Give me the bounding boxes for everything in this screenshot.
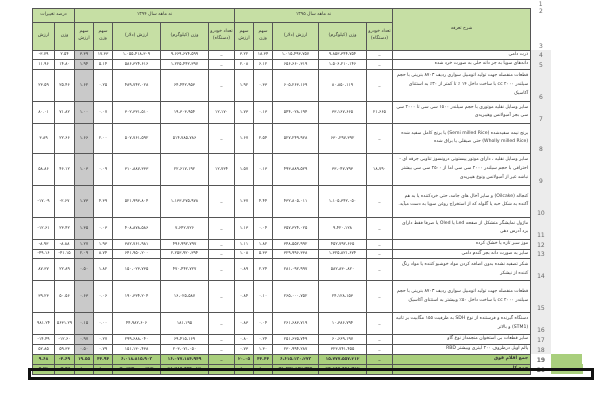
table-row [33,123,583,153]
value-usd-1394-cell[interactable]: ۲۹۹،۶۸۸،۰۴۰ [113,335,161,345]
value-usd-1395-cell[interactable]: ۶۰۵،۲۶۳،۱۶۹ [273,69,319,101]
share-value-1394-cell[interactable]: ۲.۰۹ [75,249,94,259]
share-value-1395-cell[interactable]: ۰.۷۳ [235,345,254,355]
share-weight-1394-cell[interactable]: ۰.۲۷ [94,335,113,345]
vehicles-1395-cell[interactable]: ۲۱،۶۶۵ [367,101,393,123]
share-weight-1394-cell[interactable]: ۰.۰۹ [94,153,113,185]
vehicles-1394-cell[interactable]: _ [209,217,235,239]
value-usd-1395-cell[interactable]: ۱،۰۱۵،۴۹۳،۷۵۷ [273,50,319,60]
share-weight-1395-cell[interactable]: ۰.۱۰ [254,281,273,313]
share-weight-1394-cell[interactable]: ۱۰۰ [94,364,113,374]
share-value-1395-cell[interactable]: ۰.۸۰ [235,335,254,345]
vehicles-1394-cell[interactable]: _ [209,123,235,153]
share-value-1395-cell[interactable]: ۱.۷۳ [235,101,254,123]
vehicles-1394-cell[interactable]: _ [209,69,235,101]
share-weight-1395-cell[interactable]: ۴.۴۴ [254,185,273,217]
value-usd-1395-cell[interactable]: ۴۹۳،۸۸۹،۵۲۹ [273,153,319,185]
share-weight-1394-cell[interactable]: ۰.۷۹ [94,345,113,355]
tariff-table [32,0,583,375]
change-weight-cell[interactable]: -۴.۶۹ [55,354,75,364]
share-value-1395-cell[interactable]: ۰.۸۳ [235,313,254,335]
weight-kg-1395-cell[interactable]: ۲۴،۸۶۶،۵۶۱،۳۱۲ [319,364,367,374]
weight-kg-1394-cell[interactable]: ۱،۲۲۵،۴۴۲،۳۹۷ [161,60,209,70]
change-value-cell[interactable]: ۲۳.۵۹ [33,69,55,101]
change-weight-cell[interactable]: -۳.۵۷ [55,364,75,374]
weight-kg-1394-cell[interactable]: ۲،۲۵۳،۹۲۰،۳۹۴ [161,249,209,259]
weight-kg-1395-cell[interactable]: ۱۰،۳۸۶،۷۹۴ [319,313,367,335]
share-weight-1394-cell[interactable]: ۴۴.۹۴ [94,354,113,364]
row-number[interactable]: 20 [531,364,551,374]
value-usd-1395-cell[interactable]: ۲۸۱،۰۹۲،۹۹۷ [273,259,319,281]
share-value-1395-cell[interactable]: ۱.۳۷ [235,185,254,217]
row-number: 3 [531,22,551,50]
weight-kg-1394-cell[interactable]: ۶۹،۴۱۵،۱۶۹ [161,335,209,345]
weight-kg-1394-cell[interactable]: ۲۲،۶۱۷،۱۹۲ [161,153,209,185]
share-weight-1395-cell[interactable]: ۲.۵۴ [254,123,273,153]
value-usd-1394-cell[interactable]: ۴۸۹،۷۴۲،۰۲۸ [113,69,161,101]
share-value-1395-cell[interactable]: ۱.۱۳ [235,217,254,239]
row-number[interactable]: 14 [531,259,551,281]
table-row [33,239,583,249]
weight-kg-1394-cell[interactable]: ۵۱۴،۷۸۵،۷۸۶ [161,123,209,153]
change-weight-cell[interactable]: ۲۳.۴۲ [55,217,75,239]
change-value-cell[interactable]: ۹.۶۸ [33,354,55,364]
tariff-description-cell[interactable]: دستگاه گیرنده و فرستنده از نوع SDH به ظرفیت ۱۵۵ مگابیت بر ثانیه (STM1) و بالاتر [393,313,531,335]
change-weight-cell[interactable]: ۵۹.۳۳ [55,345,75,355]
change-weight-cell[interactable]: ۵۰.۵۶ [55,281,75,313]
value-usd-1395-cell[interactable]: ۲۶۱،۶۸۳،۷۱۹ [273,313,319,335]
value-usd-1395-cell[interactable]: ۵۲۷،۲۴۹،۹۲۸ [273,123,319,153]
vehicles-1395-cell[interactable]: _ [367,259,393,281]
table-row [33,335,583,345]
change-weight-cell[interactable]: -۸.۸۸ [55,239,75,249]
table-row [33,153,583,185]
column-header-desc: شرح تعرفه [393,8,531,50]
weight-kg-1395-cell[interactable]: ۱،۵۰۶،۲۱۰،۱۴۶ [319,60,367,70]
share-weight-1395-cell[interactable]: ۱۰۰ [254,364,273,374]
column-header-change-value: ارزش [33,22,55,50]
row-number[interactable]: 19 [531,354,551,364]
share-value-1395-cell[interactable]: ۲۰.۰۵ [235,354,254,364]
share-weight-1394-cell[interactable]: ۰.۰۶ [94,281,113,313]
change-value-cell[interactable]: ۳.۸۹ [33,123,55,153]
change-value-cell[interactable]: ۵۸.۸۶ [33,153,55,185]
value-usd-1394-cell[interactable]: ۴۰۸،۸۷۸،۵۸۶ [113,217,161,239]
left-blank-area [0,0,32,400]
weight-kg-1394-cell[interactable]: ۱۹،۳۰۳،۹۵۴ [161,101,209,123]
change-value-cell[interactable]: -۱۲.۶۱ [33,217,55,239]
vehicles-1394-cell[interactable]: _ [209,60,235,70]
weight-kg-1395-cell[interactable]: ۶۰،۶۶۹،۱۹۷ [319,335,367,345]
value-usd-1394-cell[interactable]: ۱۵۱،۱۳۰،۴۳۸ [113,345,161,355]
tariff-description-cell[interactable]: جمع اقلام فوق [393,354,531,364]
share-weight-1394-cell[interactable]: ۰.۰۷ [94,101,113,123]
value-usd-1394-cell[interactable]: ۶،۰۱۸،۸۱۵،۹۰۳ [113,354,161,364]
value-usd-1394-cell[interactable]: ۳۰،۲۷۴،۰۰۰،۲۲۷ [113,364,161,374]
weight-kg-1395-cell[interactable]: ۳۳،۰۴۷،۷۹۳ [319,153,367,185]
value-usd-1394-cell[interactable]: ۳۱۰،۸۸۷،۳۳۳ [113,153,161,185]
sheet-row-1 [33,0,583,8]
share-weight-1395-cell[interactable]: ۰.۱۳ [254,153,273,185]
change-value-cell[interactable]: -۴۹.۱۶ [33,249,55,259]
weight-kg-1395-cell[interactable]: ۳۲۳،۷۴۱،۴۵۵ [319,345,367,355]
column-header-1395-vehicles: تعداد خودرو (دستگاه) [367,22,393,50]
share-weight-1394-cell[interactable]: ۸.۷۴ [94,249,113,259]
row-number[interactable]: 17 [531,335,551,345]
share-value-1394-cell[interactable]: ۱.۶۶ [75,123,94,153]
change-value-cell[interactable]: ۸۷.۳۷ [33,259,55,281]
weight-kg-1394-cell[interactable]: ۶۴،۴۴۲،۹۵۳ [161,69,209,101]
vehicles-1395-cell[interactable]: _ [367,50,393,60]
change-value-cell[interactable]: ۳۹.۲۳ [33,281,55,313]
share-weight-1395-cell[interactable]: ۰.۳۳ [254,69,273,101]
change-value-cell[interactable]: ۴.۳۸ [33,364,55,374]
change-value-cell[interactable]: ۹۸۱.۲۴ [33,313,55,335]
change-value-cell[interactable]: ۵۲.۸۵ [33,345,55,355]
table-row [33,101,583,123]
tariff-description-cell[interactable]: سایر وسایل نقلیه ، دارای موتور پیستونی درونسوز تناوبی جرقه ای - احتراقی با حجم سیلندر ۲۰۰۰ سی سی اما از ۲۵۰۰ سی سی بیشتر نباشد غیر از آمبولانس ونوع هیبریدی [393,153,531,185]
share-value-1394-cell[interactable]: ۰.۵۰ [75,259,94,281]
vehicles-1394-cell[interactable]: _ [209,364,235,374]
share-value-1395-cell[interactable]: ۳.۲۲ [235,50,254,60]
tariff-description-cell[interactable]: ماژول نمایشگر متشکل از صفحه Led یا Oled یا صرفا فقط دارای برد آدرس دهی [393,217,531,239]
change-weight-cell[interactable]: ۲۵.۴۶ [55,69,75,101]
tariff-description-cell[interactable]: کنجاله (Oilcake) و سایر آخال های جامد، حتی خردکننده یا به هم آکنده به شکل حبه یا گلوله که از استخراج روغن سویا به دست میآید. [393,185,531,217]
value-usd-1394-cell[interactable]: ۵۸۶،۳۲۴،۶۱۶ [113,60,161,70]
row-number[interactable]: 16 [531,313,551,335]
change-value-cell[interactable]: -۸.۹۳ [33,239,55,249]
row-number[interactable]: 8 [531,123,551,153]
weight-kg-1394-cell[interactable]: ۲۰۳،۰۷۱،۰۵۰ [161,345,209,355]
change-weight-cell[interactable]: -۲.۶۷ [55,185,75,217]
table-row [33,60,583,70]
share-weight-1395-cell[interactable]: ۰.۰۴ [254,313,273,335]
share-weight-1394-cell[interactable]: ۰.۰۰ [94,313,113,335]
value-usd-1394-cell[interactable]: ۶۴۱،۹۵۰،۲۰۰ [113,249,161,259]
vehicles-1394-cell[interactable]: _ [209,185,235,217]
share-weight-1395-cell[interactable]: ۰.۰۴ [254,217,273,239]
share-value-1394-cell[interactable]: ۱۹.۵۵ [75,354,94,364]
weight-kg-1395-cell[interactable]: ۶۳۰،۲۹۷،۳۹۲ [319,123,367,153]
row-number[interactable]: 9 [531,153,551,185]
value-usd-1395-cell[interactable]: ۳۵۷،۳۲۴،۰۲۵ [273,217,319,239]
change-weight-cell[interactable]: ۱۴.۸۰ [55,60,75,70]
weight-kg-1394-cell[interactable]: ۱،۱۳۳،۲۷۵،۹۷۸ [161,185,209,217]
share-value-1395-cell[interactable]: ۰.۸۴ [235,281,254,313]
vehicles-1394-cell[interactable]: _ [209,354,235,364]
value-usd-1395-cell[interactable]: ۶۵۶،۶۶۰،۳۱۹ [273,60,319,70]
vehicles-1395-cell[interactable]: _ [367,185,393,217]
table-row [33,185,583,217]
share-weight-1394-cell[interactable]: ۰.۰۳ [94,217,113,239]
tariff-description-cell[interactable]: دانه‌های سویا به جز دانه حلی به صورت خرد شده [393,60,531,70]
column-header-1394-share-value: سهم ارزش [75,22,94,50]
share-value-1395-cell[interactable]: ۱.۹۲ [235,69,254,101]
share-weight-1395-cell[interactable]: ۲.۲۴ [254,259,273,281]
change-weight-cell[interactable]: ۲.۵۴ [55,50,75,60]
weight-kg-1395-cell[interactable]: ۱۵،۷۷۷،۵۵۷،۲۱۲ [319,354,367,364]
group-header-1395: نه ماهه سال ۱۳۹۵ [235,8,393,22]
value-usd-1394-cell[interactable]: ۴۴،۹۸۲،۶۰۶ [113,313,161,335]
tariff-description-cell[interactable]: سایر وسایل نقلیه موتوری با حجم سیلندر ۱۵۰۰ سی سی تا ۲۰۰۰ سی سی بجز آمبولانس وهیبریدی [393,101,531,123]
weight-kg-1394-cell[interactable]: ۹،۶۶۹،۶۷۴،۵۹۹ [161,50,209,60]
tariff-description-cell[interactable]: شکر تصفیه نشده بدون اضافه کردن مواد خوشبو کننده یا مواد رنگ کننده از نیشکر [393,259,531,281]
share-value-1395-cell[interactable]: ۱۰۰ [235,364,254,374]
total-row [33,354,583,364]
change-weight-cell[interactable]: ۴۶.۱۲ [55,153,75,185]
value-usd-1394-cell[interactable]: ۱،۰۵۵،۴۱۸،۳۰۹ [113,50,161,60]
change-weight-cell[interactable]: -۱۲.۶۰ [55,335,75,345]
share-value-1394-cell[interactable]: ۰.۶۳ [75,281,94,313]
value-usd-1395-cell[interactable]: ۶،۶۱۵،۱۳۰،۲۷۳ [273,354,319,364]
vehicles-1394-cell[interactable]: _ [209,313,235,335]
weight-kg-1395-cell[interactable]: ۱،۱۰۵،۳۴۲،۰۵۰ [319,185,367,217]
value-usd-1395-cell[interactable]: ۲۵۱،۶۳۵،۷۴۹ [273,335,319,345]
value-usd-1395-cell[interactable]: ۲۶۵،۰۰۰،۷۵۲ [273,281,319,313]
share-weight-1394-cell[interactable]: ۱.۸۲ [94,259,113,281]
weight-kg-1395-cell[interactable]: ۵۸۲،۸۳۰،۸۲۰ [319,259,367,281]
tariff-description-cell[interactable]: جمع کل [393,364,531,374]
weight-kg-1395-cell[interactable]: ۲۴،۱۲۸،۱۵۳ [319,281,367,313]
row-number[interactable]: 7 [531,101,551,123]
share-weight-1395-cell[interactable]: ۱.۳۰ [254,345,273,355]
weight-kg-1395-cell[interactable]: ۹،۸۵۳،۳۴۴،۷۵۴ [319,50,367,60]
share-value-1394-cell[interactable]: ۱.۷۳ [75,185,94,217]
value-usd-1395-cell[interactable]: ۲۳۰،۹۹۴،۲۸۷ [273,345,319,355]
share-value-1394-cell[interactable]: ۱.۳۵ [75,217,94,239]
tariff-description-cell[interactable]: برنج نیمه سفیدشده (Semi milled Rice) یا برنج کامل سفید شده (Wholly milled Rice) حتی صیقلی یا براق شده [393,123,531,153]
vehicles-1395-cell[interactable]: ۱۸،۷۹۰ [367,153,393,185]
vehicles-1395-cell[interactable]: _ [367,354,393,364]
column-header-1394-value-usd: ارزش (دلار) [113,22,161,50]
vehicles-1394-cell[interactable]: _ [209,345,235,355]
row-number[interactable]: 6 [531,69,551,101]
share-weight-1394-cell[interactable]: ۱۷.۳۳ [94,50,113,60]
weight-kg-1394-cell[interactable]: ۴۹۶،۹۹۲،۷۹۷ [161,239,209,249]
table-row [33,281,583,313]
group-header-1394: نه ماهه سال ۱۳۹۴ [75,8,235,22]
value-usd-1394-cell[interactable]: ۳۰۲،۳۳۱،۵۱۰ [113,101,161,123]
share-value-1394-cell[interactable]: ۱.۰۳ [75,153,94,185]
tariff-description-cell[interactable]: قطعات منفصله جهت تولید اتومبیل سواری ردیف ۸۷۰۳ بنزینی با حجم سیلندر cc ۲۰۰۰ با ساخت داخل ۵۰٪ وبیشتر به استثنای آکاسیک [393,281,531,313]
value-usd-1394-cell[interactable]: ۳۸۲،۷۶۱،۹۸۱ [113,239,161,249]
column-header-1395-share-value: سهم ارزش [235,22,254,50]
change-weight-cell[interactable]: -۴۱.۱۵ [55,249,75,259]
tariff-description-cell[interactable]: پالم اویل درظروف ۲۰۰ لیتری وبیشتر RBD [393,345,531,355]
change-weight-cell[interactable]: ۲۲.۸۹ [55,259,75,281]
column-header-1395-weight-kg: وزن (کیلوگرم) [319,22,367,50]
weight-kg-1394-cell[interactable]: ۱۸۱،۱۹۵ [161,313,209,335]
row-number[interactable]: 10 [531,185,551,217]
change-value-cell[interactable]: -۱۷.۰۹ [33,185,55,217]
weight-kg-1395-cell[interactable]: ۹،۴۲۰،۱۲۸ [319,217,367,239]
weight-kg-1395-cell[interactable]: ۴۵۲،۷۹۲،۶۶۵ [319,239,367,249]
share-value-1394-cell[interactable]: ۱.۲۷ [75,239,94,249]
share-weight-1395-cell[interactable]: ۰.۲۴ [254,335,273,345]
value-usd-1395-cell[interactable]: ۳۲۹،۹۹۶،۳۳۸ [273,249,319,259]
row-number[interactable]: 12 [531,239,551,249]
table-row [33,249,583,259]
weight-kg-1395-cell[interactable]: ۱،۳۲۵،۸۲۱،۶۷۴ [319,249,367,259]
group-header-change: درصد تغییرات [33,8,75,22]
value-usd-1395-cell[interactable]: ۳۱،۵۳۸،۱۵۲،۳۴۴ [273,364,319,374]
weight-kg-1395-cell[interactable]: ۸۰،۸۵۰،۱۱۹ [319,69,367,101]
table-row [33,69,583,101]
value-usd-1394-cell[interactable]: ۵۰۷،۷۶۱،۵۹۲ [113,123,161,153]
share-value-1394-cell[interactable]: ۱۰۰ [75,364,94,374]
share-weight-1394-cell[interactable]: ۲.۰۰ [94,123,113,153]
vehicles-1395-cell[interactable]: _ [367,217,393,239]
share-weight-1394-cell[interactable]: ۰.۲۵ [94,69,113,101]
vehicles-1395-cell[interactable]: _ [367,335,393,345]
vehicles-1394-cell[interactable]: _ [209,249,235,259]
column-header-1395-share-weight: سهم وزن [254,22,273,50]
value-usd-1395-cell[interactable]: ۴۳۲،۸۰۵،۰۱۱ [273,185,319,217]
share-value-1394-cell[interactable]: ۰.۱۵ [75,313,94,335]
column-header-change-weight: وزن [55,22,75,50]
row-number[interactable]: 13 [531,249,551,259]
share-value-1395-cell[interactable]: ۰.۸۹ [235,259,254,281]
share-value-1395-cell[interactable]: ۲.۰۸ [235,60,254,70]
share-value-1394-cell[interactable]: ۱.۰۰ [75,101,94,123]
column-header-1394-weight-kg: وزن (کیلوگرم) [161,22,209,50]
table-row [33,217,583,239]
table-row [33,313,583,335]
row-number[interactable]: 4 [531,50,551,60]
value-usd-1395-cell[interactable]: ۳۴۸،۵۵۲،۹۹۲ [273,239,319,249]
weight-kg-1394-cell[interactable]: ۴۷۰،۴۴۲،۷۲۷ [161,259,209,281]
change-value-cell[interactable]: ۸۰.۰۱ [33,101,55,123]
vehicles-1394-cell[interactable]: ۱۲،۱۷۰ [209,101,235,123]
share-weight-1395-cell[interactable]: ۱۸.۳۴ [254,50,273,60]
weight-kg-1394-cell[interactable]: ۱۶،۰۷۷،۱۸۴،۹۴۹ [161,354,209,364]
row-number[interactable]: 11 [531,217,551,239]
vehicles-1394-cell[interactable]: _ [209,50,235,60]
table-row [33,50,583,60]
change-value-cell[interactable]: -۳.۷۹ [33,50,55,60]
value-usd-1394-cell[interactable]: ۵۲۱،۹۹۳،۸۰۴ [113,185,161,217]
share-weight-1395-cell[interactable]: ۴۴.۴۴ [254,354,273,364]
row-number: 1 [531,0,551,8]
vehicles-1395-cell[interactable]: _ [367,364,393,374]
tariff-description-cell[interactable]: سایر قطعات بی استخوان منجمداز نوع گاو [393,335,531,345]
row-number: 2 [531,8,551,22]
row-number[interactable]: 15 [531,281,551,313]
vehicles-1394-cell[interactable]: _ [209,239,235,249]
change-weight-cell[interactable]: ۵۶۳۱.۲۹ [55,313,75,335]
change-weight-cell[interactable]: ۲۲.۶۶ [55,123,75,153]
tariff-description-cell[interactable]: ذرت دامی [393,50,531,60]
share-value-1395-cell[interactable]: ۱.۶۷ [235,123,254,153]
share-value-1395-cell[interactable]: ۱.۵۷ [235,153,254,185]
share-weight-1395-cell[interactable]: ۱.۸۲ [254,239,273,249]
change-value-cell[interactable]: ۱۱.۹۶ [33,60,55,70]
share-value-1394-cell[interactable]: ۰.۵۰ [75,345,94,355]
share-weight-1394-cell[interactable]: ۴.۳۹ [94,185,113,217]
vehicles-1394-cell[interactable]: _ [209,259,235,281]
value-usd-1394-cell[interactable]: ۱۵۰،۰۲۳،۷۳۵ [113,259,161,281]
tariff-description-cell[interactable]: موز سبز تازه یا خشک کرده [393,239,531,249]
table-row [33,259,583,281]
share-value-1394-cell[interactable]: ۳.۳۹ [75,50,94,60]
tariff-description-cell[interactable]: سایر به صورت دانه بجز گندم دامی [393,249,531,259]
tariff-description-cell[interactable]: قطعات منفصله جهت تولید اتومبیل سواری ردیف ۸۷۰۳ بنزینی با حجم سیلندر cc ۲۰۰۰ با ساخت داخل ۱۴ ٪ تا کمتر از ۳۰٪ به استثنای آکاسیک [393,69,531,101]
column-header-1395-value-usd: ارزش (دلار) [273,22,319,50]
share-weight-1395-cell[interactable]: ۶.۱۲ [254,60,273,70]
share-value-1395-cell[interactable]: ۱.۰۸ [235,249,254,259]
table-row [33,345,583,355]
share-weight-1394-cell[interactable]: ۱.۹۳ [94,239,113,249]
row-number[interactable]: 5 [531,60,551,70]
change-weight-cell[interactable]: ۷۱.۸۲ [55,101,75,123]
weight-kg-1394-cell[interactable]: ۷،۶۴۲،۷۲۶ [161,217,209,239]
share-weight-1394-cell[interactable]: ۵.۱۴ [94,60,113,70]
row-number[interactable]: 18 [531,345,551,355]
vehicles-1394-cell[interactable]: _ [209,281,235,313]
vehicles-1395-cell[interactable]: _ [367,60,393,70]
weight-kg-1394-cell[interactable]: ۲۸،۷۸۵،۵۴۴،۰۲۸ [161,364,209,374]
value-usd-1395-cell[interactable]: ۵۴۴،۰۲۸،۱۹۴ [273,101,319,123]
change-value-cell[interactable]: -۱۴.۴۹ [33,335,55,345]
weight-kg-1395-cell[interactable]: ۳۳،۱۶۷،۶۶۵ [319,101,367,123]
vehicles-1395-cell[interactable]: _ [367,281,393,313]
group-header-row [33,8,583,22]
vehicles-1394-cell[interactable]: ۱۲،۷۳۴ [209,153,235,185]
vehicles-1395-cell[interactable]: _ [367,345,393,355]
vehicles-1395-cell[interactable]: _ [367,249,393,259]
vehicles-1394-cell[interactable]: _ [209,335,235,345]
share-value-1394-cell[interactable]: ۰.۹۷ [75,335,94,345]
total-row [33,364,583,374]
vehicles-1395-cell[interactable]: _ [367,123,393,153]
vehicles-1395-cell[interactable]: _ [367,69,393,101]
column-header-1394-share-weight: سهم وزن [94,22,113,50]
share-value-1394-cell[interactable]: ۱.۹۴ [75,60,94,70]
share-weight-1395-cell[interactable]: ۰.۱۳ [254,101,273,123]
vehicles-1395-cell[interactable]: _ [367,313,393,335]
share-value-1395-cell[interactable]: ۱.۱۱ [235,239,254,249]
weight-kg-1394-cell[interactable]: ۱۶،۰۲۵،۵۸۷ [161,281,209,313]
column-header-1394-vehicles: تعداد خودرو (دستگاه) [209,22,235,50]
vehicles-1395-cell[interactable]: _ [367,239,393,249]
share-value-1394-cell[interactable]: ۱.۶۲ [75,69,94,101]
value-usd-1394-cell[interactable]: ۱۹۰،۳۳۴،۲۰۴ [113,281,161,313]
share-weight-1395-cell[interactable]: ۵.۳۳ [254,249,273,259]
